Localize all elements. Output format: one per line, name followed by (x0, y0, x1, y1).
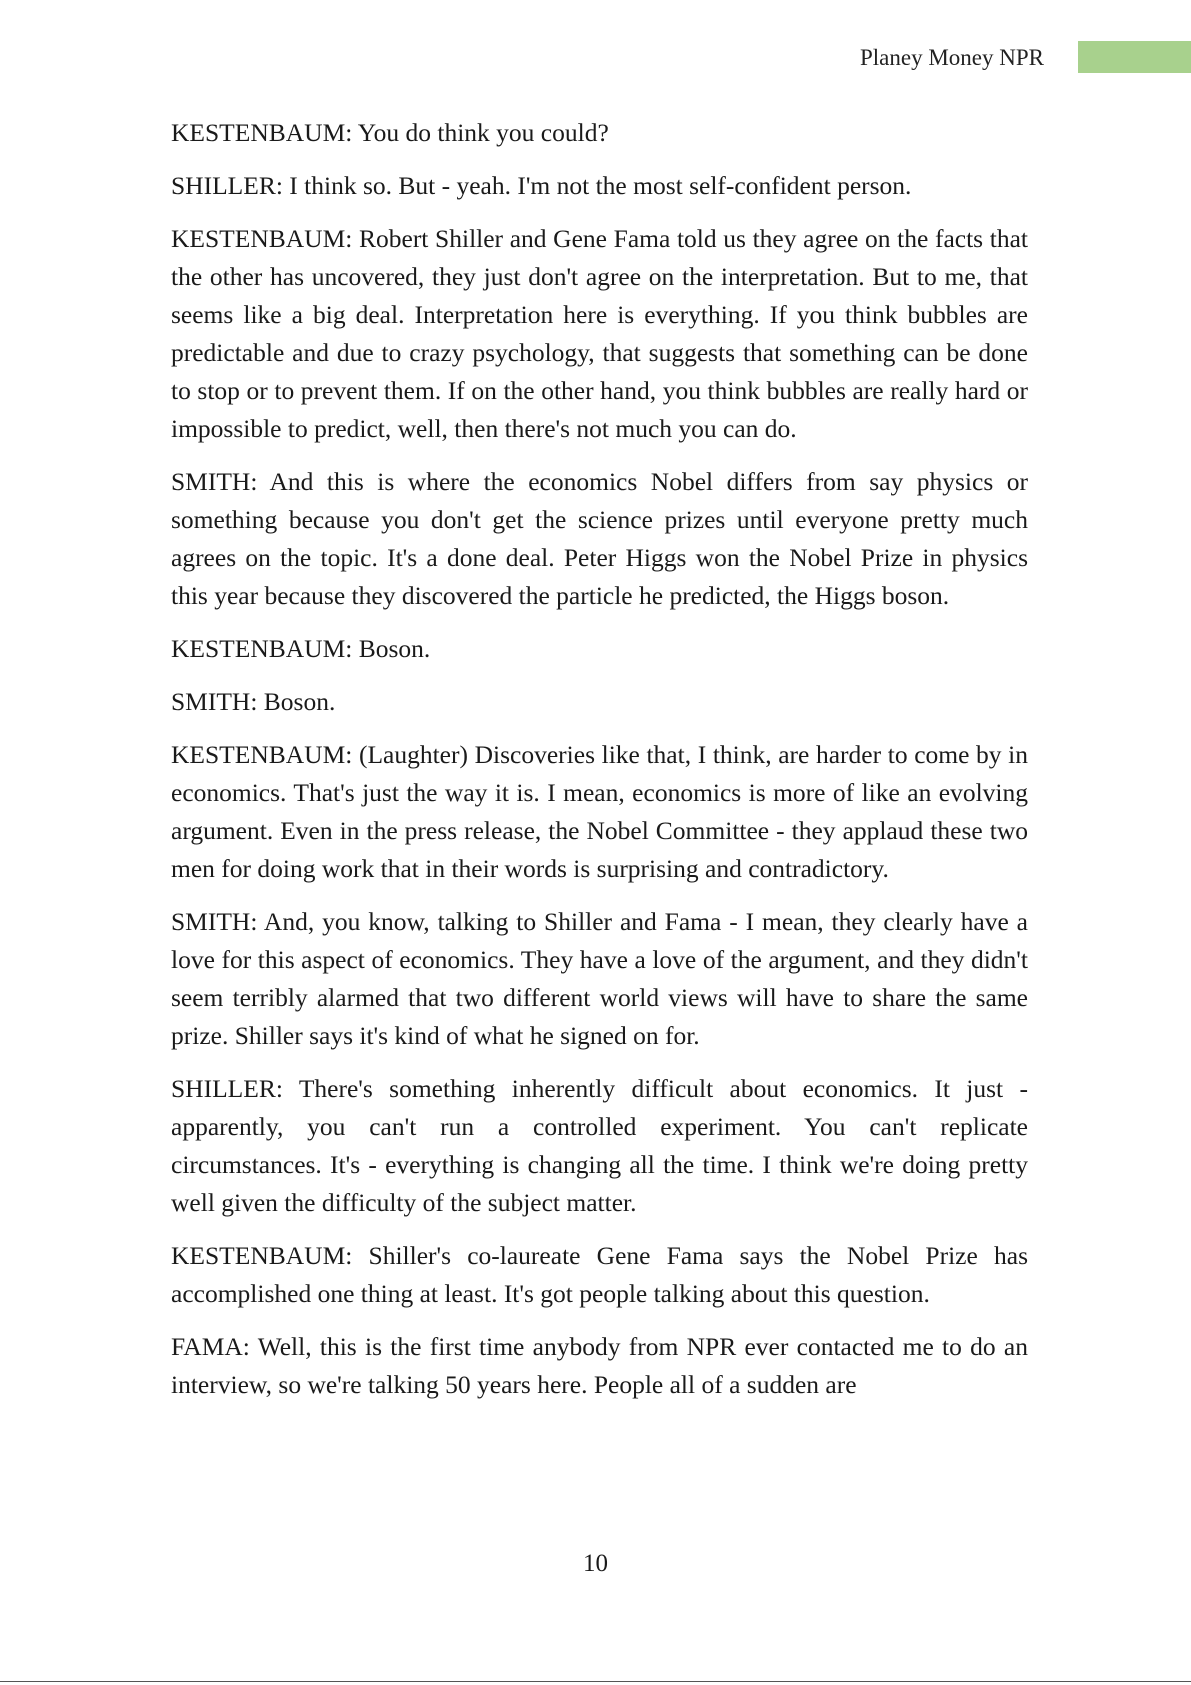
paragraph: KESTENBAUM: You do think you could? (171, 118, 609, 147)
header-accent-bar (1078, 41, 1191, 73)
paragraph: SHILLER: I think so. But - yeah. I'm not the most self-confident person. (171, 171, 912, 200)
paragraph: SMITH: And, you know, talking to Shiller and Fama - I mean, they clearly have a love for this aspect of economics. They have a love of the argument, and they didn't seem terribly alarmed that two different world views will have to share the same prize. Shiller says it's kind of what he signed on for. (171, 907, 1028, 1050)
paragraph: SMITH: Boson. (171, 687, 336, 716)
paragraph: KESTENBAUM: Shiller's co-laureate Gene Fama says the Nobel Prize has accomplished one thing at least. It's got people talking about this question. (171, 1241, 1028, 1308)
paragraph: FAMA: Well, this is the first time anybody from NPR ever contacted me to do an interview, so we're talking 50 years here. People all of a sudden are (171, 1332, 1028, 1399)
paragraph: SMITH: And this is where the economics Nobel differs from say physics or something because you don't get the science prizes until everyone pretty much agrees on the topic. It's a done deal. Peter Higgs won the Nobel Prize in physics this year because they discovered the particle he predicted, the Higgs boson. (171, 467, 1028, 610)
paragraph: KESTENBAUM: Boson. (171, 634, 431, 663)
page-header (0, 40, 1191, 74)
paragraph: SHILLER: There's something inherently difficult about economics. It just - apparently, you can't run a controlled experiment. You can't replicate circumstances. It's - everything is changing all the time. I think we're doing pretty well given the difficulty of the subject matter. (171, 1074, 1028, 1217)
transcript-body (171, 114, 1028, 1419)
paragraph: KESTENBAUM: (Laughter) Discoveries like that, I think, are harder to come by in economics. That's just the way it is. I mean, economics is more of like an evolving argument. Even in the press release, the Nobel Committee - they applaud these two men for doing work that in their words is surprising and contradictory. (171, 740, 1028, 883)
page-number: 10 (583, 1550, 608, 1577)
header-title: Planey Money NPR (860, 45, 1044, 70)
paragraph: KESTENBAUM: Robert Shiller and Gene Fama told us they agree on the facts that the other has uncovered, they just don't agree on the interpretation. But to me, that seems like a big deal. Interpretation here is everything. If you think bubbles are predictable and due to crazy psychology, that suggests that something can be done to stop or to prevent them. If on the other hand, you think bubbles are really hard or impossible to predict, well, then there's not much you can do. (171, 224, 1028, 443)
bottom-divider (0, 1681, 1191, 1682)
